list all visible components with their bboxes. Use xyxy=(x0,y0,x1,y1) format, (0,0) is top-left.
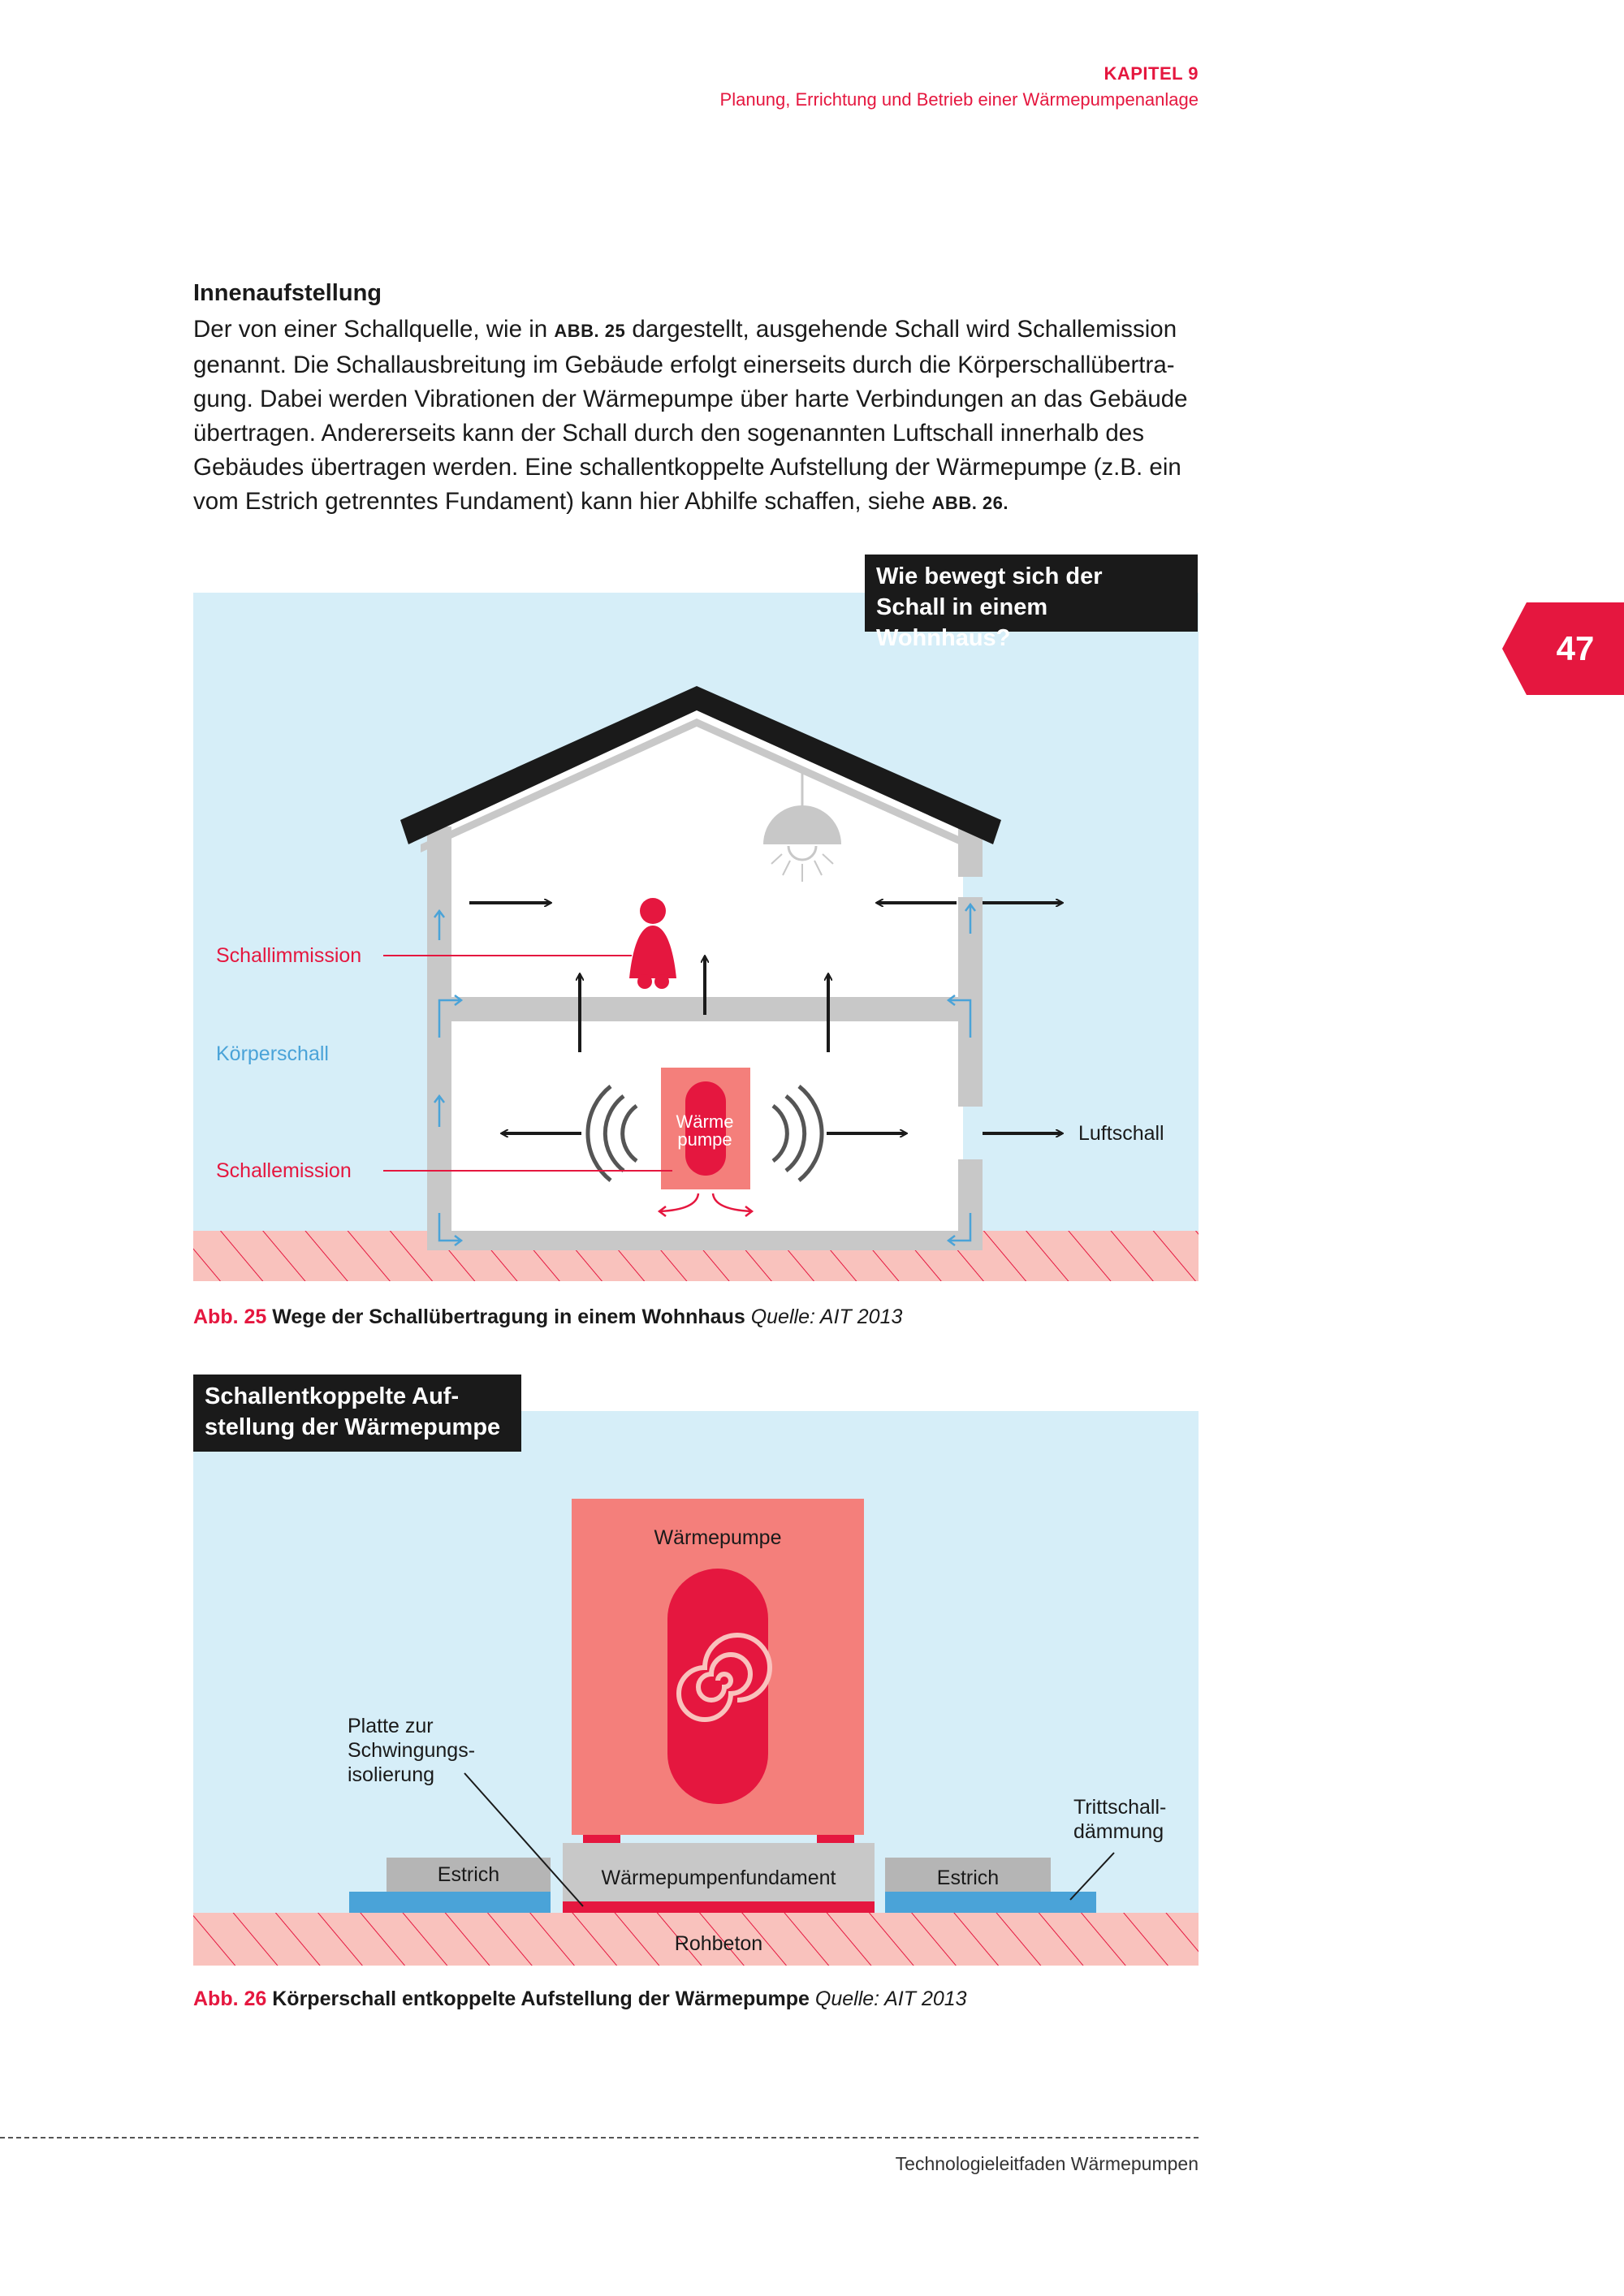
figure-reference: ABB. 25 xyxy=(554,321,626,341)
body-text-segment: übertragen. Andererseits kann der Schall durch den sogenannten Luftschall innerhalb des xyxy=(193,420,1144,447)
body-text xyxy=(193,313,1200,520)
figure-25-caption-title: Wege der Schallübertragung in einem Wohnhaus xyxy=(272,1306,745,1328)
body-text-segment: gung. Dabei werden Vibrationen der Wärmepumpe über harte Verbindungen an das Gebäude xyxy=(193,386,1188,412)
impact-insulation-left xyxy=(349,1892,551,1913)
label-trittschall-line2: dämmung xyxy=(1073,1820,1164,1843)
label-luftschall: Luftschall xyxy=(1078,1122,1164,1145)
body-text-line xyxy=(193,416,1200,451)
label-plate-line3: isolierung xyxy=(348,1763,435,1786)
figure-26-decoupled-installation-diagram xyxy=(193,1411,1199,1966)
figure-25-caption-source: Quelle: AIT 2013 xyxy=(750,1306,903,1328)
chapter-label: KAPITEL 9 xyxy=(1104,63,1199,84)
body-text-segment: vom Estrich getrenntes Fundament) kann hier Abhilfe schaffen, siehe xyxy=(193,488,932,515)
label-koerperschall: Körperschall xyxy=(216,1042,329,1065)
figure-26-caption-number: Abb. 26 xyxy=(193,1987,267,2010)
figure-26-caption-source: Quelle: AIT 2013 xyxy=(814,1987,967,2010)
vibration-isolation-plate xyxy=(563,1901,875,1913)
chapter-subtitle: Planung, Errichtung und Betrieb einer Wärmepumpenanlage xyxy=(719,89,1199,110)
figure-25-title-line2: Schall in einem Wohnhaus? xyxy=(876,594,1048,651)
label-plate-line2: Schwingungs- xyxy=(348,1739,476,1762)
body-text-segment: Der von einer Schallquelle, wie in xyxy=(193,316,555,343)
figure-25-sound-paths-diagram xyxy=(193,593,1199,1281)
figure-25-title-line1: Wie bewegt sich der xyxy=(876,563,1103,589)
label-trittschall-line1: Trittschall- xyxy=(1073,1796,1167,1819)
figure-26-title-line2: stellung der Wärmepumpe xyxy=(205,1414,501,1440)
base-slab xyxy=(427,1231,983,1250)
figure-25-caption xyxy=(193,1306,902,1329)
heat-pump-compressor xyxy=(667,1569,768,1804)
footer-title: Technologieleitfaden Wärmepumpen xyxy=(895,2153,1199,2174)
body-text-line xyxy=(193,348,1200,382)
body-text-segment: dargestellt, ausgehende Schall wird Schallemission xyxy=(625,316,1177,343)
page-number: 47 xyxy=(1556,629,1595,667)
label-estrich-right: Estrich xyxy=(936,1867,1000,1889)
figure-26-title-box xyxy=(193,1375,521,1452)
body-text-line xyxy=(193,382,1200,416)
figure-reference: ABB. 26. xyxy=(931,493,1009,513)
body-text-segment: Gebäudes übertragen werden. Eine schallentkoppelte Aufstellung der Wärmepumpe (z.B. ein xyxy=(193,454,1181,481)
figure-26-caption-title: Körperschall entkoppelte Aufstellung der Wärmepumpe xyxy=(272,1987,810,2010)
label-plate-line1: Platte zur xyxy=(348,1715,434,1737)
heat-pump-label-line2: pumpe xyxy=(677,1129,732,1150)
label-schallimmission: Schallimmission xyxy=(216,944,362,967)
label-waermepumpe: Wärmepumpe xyxy=(654,1526,782,1549)
heat-pump-label-line1: Wärme xyxy=(676,1111,734,1132)
figure-25-title-box xyxy=(865,555,1198,651)
body-text-line xyxy=(193,485,1200,520)
label-estrich-left: Estrich xyxy=(437,1863,500,1886)
figure-26-caption xyxy=(193,1987,967,2011)
body-text-line xyxy=(193,451,1200,485)
label-schallemission: Schallemission xyxy=(216,1159,352,1182)
section-heading: Innenaufstellung xyxy=(193,280,382,306)
label-rohbeton: Rohbeton xyxy=(674,1932,763,1955)
footer-divider xyxy=(0,2137,1199,2138)
body-text-segment: genannt. Die Schallausbreitung im Gebäude erfolgt einerseits durch die Körperschallübertra- xyxy=(193,352,1175,378)
figure-26-title-line1: Schallentkoppelte Auf- xyxy=(205,1383,460,1409)
body-text-line xyxy=(193,313,1200,348)
impact-insulation-right xyxy=(885,1892,1096,1913)
figure-25-caption-number: Abb. 25 xyxy=(193,1306,267,1328)
label-fundament: Wärmepumpenfundament xyxy=(601,1867,836,1889)
